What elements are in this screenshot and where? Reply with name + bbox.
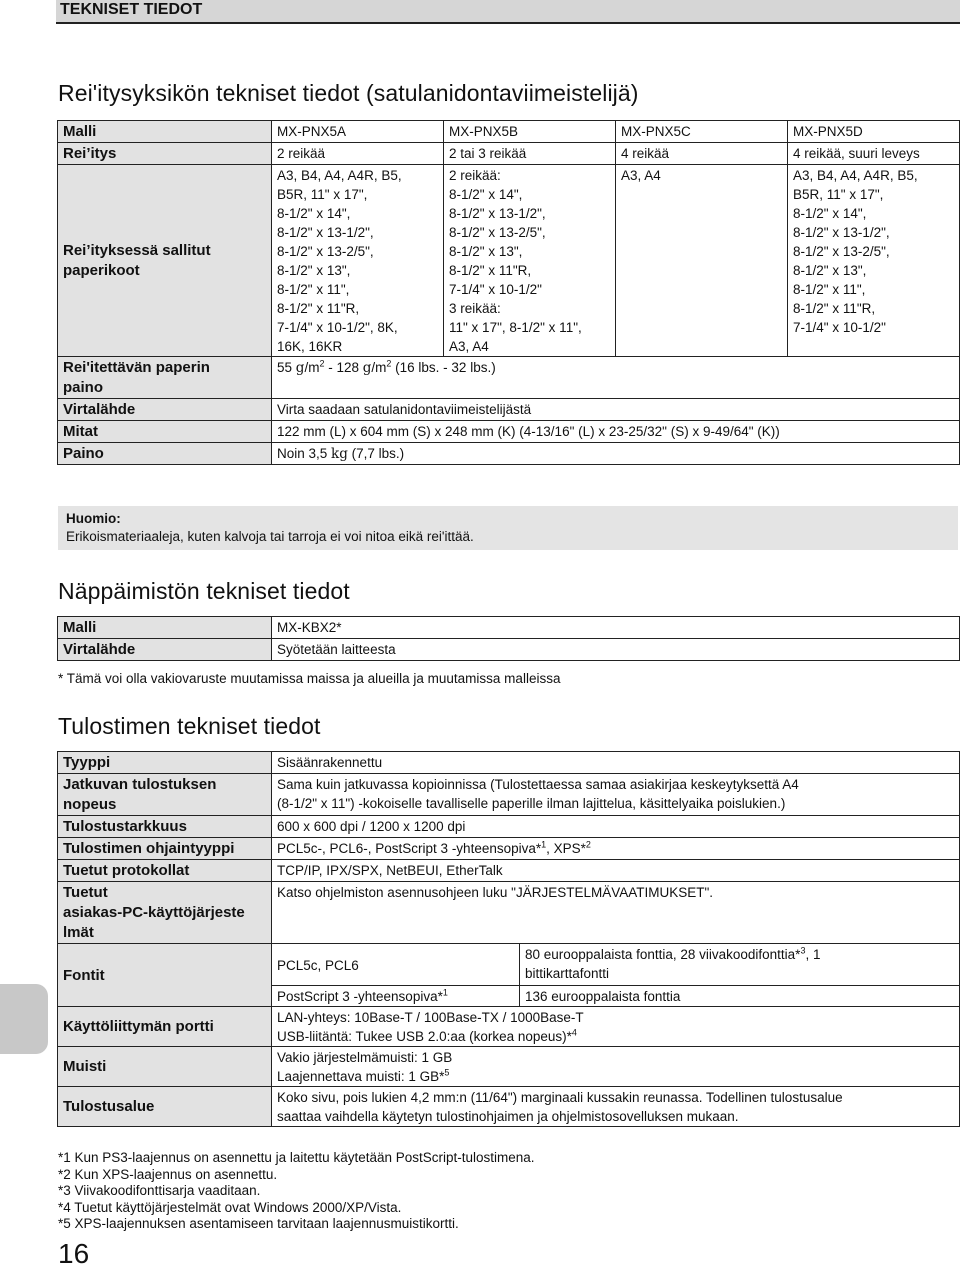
text-part: - 128 bbox=[324, 360, 363, 375]
table-row bbox=[58, 421, 960, 443]
table-row bbox=[58, 816, 960, 838]
model-cell: MX-PNX5A bbox=[272, 121, 444, 143]
punch-cell: 2 tai 3 reikää bbox=[444, 143, 616, 165]
row-label: Malli bbox=[58, 617, 272, 639]
text-part: PostScript 3 -yhteensopiva* bbox=[277, 989, 443, 1004]
table-row bbox=[58, 639, 960, 661]
row-label bbox=[58, 882, 272, 944]
font-desc-cell: 136 eurooppalaista fonttia bbox=[520, 986, 960, 1007]
mass-cell bbox=[272, 443, 960, 465]
cell-line: 2 reikää: bbox=[449, 168, 501, 183]
row-label: Malli bbox=[58, 121, 272, 143]
cell-line: 8-1/2" x 13-1/2", bbox=[449, 206, 546, 221]
label-line: Jatkuvan tulostuksen bbox=[63, 776, 217, 793]
table-row bbox=[58, 617, 960, 639]
cell-line: A3, A4 bbox=[449, 339, 489, 354]
cell-line: 8-1/2" x 13-2/5", bbox=[277, 244, 374, 259]
punch-cell: 4 reikää, suuri leveys bbox=[788, 143, 960, 165]
section-title-keyboard: Näppäimistön tekniset tiedot bbox=[58, 578, 350, 604]
table-row bbox=[58, 752, 960, 774]
footnote: *4 Tuetut käyttöjärjestelmät ovat Windows 2000/XP/Vista. bbox=[58, 1199, 402, 1215]
cell-line: 8-1/2" x 11"R, bbox=[277, 301, 360, 316]
section-title-printer: Tulostimen tekniset tiedot bbox=[58, 713, 321, 739]
table-row bbox=[58, 165, 960, 357]
value-cell bbox=[272, 1007, 960, 1047]
cell-line: B5R, 11" x 17", bbox=[793, 187, 884, 202]
value-line: bittikarttafontti bbox=[525, 966, 610, 981]
value-cell bbox=[272, 1047, 960, 1087]
text-part: , 1 bbox=[805, 947, 821, 962]
header-title: TEKNISET TIEDOT bbox=[60, 1, 203, 18]
cell-line: 8-1/2" x 11", bbox=[277, 282, 350, 297]
value-cell bbox=[272, 774, 960, 816]
section-title-punch: Rei'itysyksikön tekniset tiedot (satulanidontaviimeistelijä) bbox=[58, 80, 639, 106]
label-line: Tuetut bbox=[63, 884, 108, 901]
paper-size-cell bbox=[616, 165, 788, 357]
table-row bbox=[58, 882, 960, 944]
label-line: asiakas-PC-käyttöjärjeste bbox=[63, 904, 245, 921]
value-cell: Sisäänrakennettu bbox=[272, 752, 960, 774]
value-cell: Katso ohjelmiston asennusohjeen luku "JÄRJESTELMÄVAATIMUKSET". bbox=[272, 882, 960, 944]
superscript: 2 bbox=[319, 358, 325, 369]
cell-line: 8-1/2" x 11", bbox=[793, 282, 866, 297]
cell-line: 8-1/2" x 11"R, bbox=[793, 301, 876, 316]
row-label: Mitat bbox=[58, 421, 272, 443]
model-cell: MX-PNX5B bbox=[444, 121, 616, 143]
label-line: Rei’ityksessä sallitut bbox=[63, 242, 211, 259]
footnote: *2 Kun XPS-laajennus on asennettu. bbox=[58, 1166, 278, 1182]
cell-line: 11" x 17", 8-1/2" x 11", bbox=[449, 320, 582, 335]
cell-line: 8-1/2" x 13-2/5", bbox=[449, 225, 546, 240]
cell-line: 7-1/4" x 10-1/2", 8K, bbox=[277, 320, 398, 335]
superscript: 3 bbox=[800, 945, 806, 956]
label-line: lmät bbox=[63, 924, 94, 941]
printer-spec-table bbox=[57, 751, 960, 1127]
cell-line: B5R, 11" x 17", bbox=[277, 187, 368, 202]
cell-line: 8-1/2" x 14", bbox=[277, 206, 351, 221]
keyboard-footnote: * Tämä voi olla vakiovaruste muutamissa maissa ja alueilla ja muutamissa malleissa bbox=[58, 671, 561, 686]
cell-line: 3 reikää: bbox=[449, 301, 501, 316]
footnote: *3 Viivakoodifonttisarja vaaditaan. bbox=[58, 1183, 261, 1198]
printer-footnotes bbox=[58, 1150, 535, 1233]
value-line bbox=[525, 945, 954, 964]
cell-line: 8-1/2" x 13", bbox=[449, 244, 523, 259]
font-type-cell: PCL5c, PCL6 bbox=[272, 944, 520, 986]
table-row bbox=[58, 1007, 960, 1047]
footnote: *1 Kun PS3-laajennus on asennettu ja laitettu käytetään PostScript-tulostimena. bbox=[58, 1150, 535, 1165]
cell-line: 7-1/4" x 10-1/2" bbox=[449, 282, 542, 297]
label-line: nopeus bbox=[63, 796, 117, 813]
value-line: Sama kuin jatkuvassa kopioinnissa (Tulostettaessa samaa asiakirjaa keskeytyksettä A4 bbox=[277, 777, 799, 792]
table-row bbox=[58, 1087, 960, 1127]
table-row bbox=[58, 357, 960, 399]
cell-line: 16K, 16KR bbox=[277, 339, 343, 354]
row-label: Muisti bbox=[58, 1047, 272, 1087]
table-row bbox=[58, 944, 960, 986]
cell-line: A3, A4 bbox=[621, 168, 661, 183]
paper-size-cell bbox=[788, 165, 960, 357]
row-label: Virtalähde bbox=[58, 639, 272, 661]
power-cell: Virta saadaan satulanidontaviimeistelijästä bbox=[272, 399, 960, 421]
superscript: 1 bbox=[541, 839, 547, 850]
table-row bbox=[58, 399, 960, 421]
value-line: Vakio järjestelmämuisti: 1 GB bbox=[277, 1050, 453, 1065]
row-label: Fontit bbox=[58, 944, 272, 1007]
unit-glyph: kg bbox=[331, 446, 348, 462]
value-line bbox=[277, 1067, 954, 1086]
text-part: (16 lbs. - 32 lbs.) bbox=[391, 360, 496, 375]
text-part: 55 bbox=[277, 360, 296, 375]
text-part: /m bbox=[371, 360, 387, 375]
row-label: Paino bbox=[58, 443, 272, 465]
text-part: 80 eurooppalaista fonttia, 28 viivakoodifonttia* bbox=[525, 947, 801, 962]
cell-line: 8-1/2" x 14", bbox=[793, 206, 867, 221]
paper-size-cell bbox=[272, 165, 444, 357]
punch-unit-spec-table bbox=[57, 120, 960, 465]
note-title: Huomio: bbox=[66, 511, 121, 526]
value-cell bbox=[272, 838, 960, 860]
cell-line: 8-1/2" x 11"R, bbox=[449, 263, 532, 278]
footnote: *5 XPS-laajennuksen asentamiseen tarvitaan laajennusmuistikortti. bbox=[58, 1216, 459, 1231]
note-text: Erikoismateriaaleja, kuten kalvoja tai tarroja ei voi nitoa eikä rei'ittää. bbox=[66, 529, 474, 544]
row-label: Tulostusalue bbox=[58, 1087, 272, 1127]
font-desc-cell bbox=[520, 944, 960, 986]
value-cell: Syötetään laitteesta bbox=[272, 639, 960, 661]
cell-line: A3, B4, A4, A4R, B5, bbox=[793, 168, 918, 183]
table-row bbox=[58, 443, 960, 465]
value-cell: 600 x 600 dpi / 1200 x 1200 dpi bbox=[272, 816, 960, 838]
row-label: Rei’itys bbox=[58, 143, 272, 165]
row-label: Tyyppi bbox=[58, 752, 272, 774]
unit-glyph: g bbox=[295, 360, 305, 376]
superscript: 4 bbox=[571, 1027, 577, 1038]
text-part: USB-liitäntä: Tukee USB 2.0:aa (korkea nopeus)* bbox=[277, 1029, 572, 1044]
value-cell: TCP/IP, IPX/SPX, NetBEUI, EtherTalk bbox=[272, 860, 960, 882]
value-line: Koko sivu, pois lukien 4,2 mm:n (11/64") marginaali kussakin reunassa. Todellinen tulostusalue bbox=[277, 1090, 843, 1105]
punch-cell: 4 reikää bbox=[616, 143, 788, 165]
superscript: 2 bbox=[585, 839, 591, 850]
value-line: (8-1/2" x 11") -kokoiselle tavalliselle paperille ilman lajittelua, käsittelyaika poislukien.) bbox=[277, 796, 786, 811]
row-label bbox=[58, 165, 272, 357]
superscript: 2 bbox=[386, 358, 392, 369]
table-row bbox=[58, 1047, 960, 1087]
table-row bbox=[58, 143, 960, 165]
label-line: Rei'itettävän paperin bbox=[63, 359, 210, 376]
table-row bbox=[58, 860, 960, 882]
header-rule bbox=[56, 22, 960, 24]
punch-cell: 2 reikää bbox=[272, 143, 444, 165]
row-label bbox=[58, 774, 272, 816]
row-label: Virtalähde bbox=[58, 399, 272, 421]
side-tab-marker bbox=[0, 984, 48, 1054]
value-line: LAN-yhteys: 10Base-T / 100Base-TX / 1000Base-T bbox=[277, 1010, 584, 1025]
label-line: paino bbox=[63, 379, 103, 396]
dimensions-cell: 122 mm (L) x 604 mm (S) x 248 mm (K) (4-13/16" (L) x 23-25/32" (S) x 9-49/64" (K)) bbox=[272, 421, 960, 443]
note-box bbox=[58, 506, 958, 550]
label-line: paperikoot bbox=[63, 262, 140, 279]
page-header bbox=[56, 0, 960, 22]
paper-size-cell bbox=[444, 165, 616, 357]
cell-line: A3, B4, A4, A4R, B5, bbox=[277, 168, 402, 183]
cell-line: 8-1/2" x 13-1/2", bbox=[793, 225, 890, 240]
cell-line: 8-1/2" x 14", bbox=[449, 187, 523, 202]
superscript: 5 bbox=[444, 1067, 450, 1078]
model-cell: MX-PNX5C bbox=[616, 121, 788, 143]
text-part: PCL5c-, PCL6-, PostScript 3 -yhteensopiva* bbox=[277, 841, 542, 856]
font-type-cell bbox=[272, 986, 520, 1007]
value-cell bbox=[272, 1087, 960, 1127]
value-cell: MX-KBX2* bbox=[272, 617, 960, 639]
value-line: saattaa vaihdella käytetyn tulostinohjaimen ja ohjelmistosovelluksen mukaan. bbox=[277, 1109, 739, 1124]
paper-weight-cell bbox=[272, 357, 960, 399]
cell-line: 8-1/2" x 13", bbox=[793, 263, 867, 278]
row-label: Tulostustarkkuus bbox=[58, 816, 272, 838]
cell-line: 8-1/2" x 13", bbox=[277, 263, 351, 278]
table-row bbox=[58, 774, 960, 816]
keyboard-spec-table bbox=[57, 616, 960, 661]
row-label: Tuetut protokollat bbox=[58, 860, 272, 882]
model-cell: MX-PNX5D bbox=[788, 121, 960, 143]
header-gap bbox=[0, 0, 56, 24]
cell-line: 8-1/2" x 13-2/5", bbox=[793, 244, 890, 259]
table-row bbox=[58, 121, 960, 143]
unit-glyph: g bbox=[362, 360, 372, 376]
table-row bbox=[58, 838, 960, 860]
page-number: 16 bbox=[58, 1238, 90, 1269]
text-part: /m bbox=[304, 360, 320, 375]
text-part: (7,7 lbs.) bbox=[347, 446, 405, 461]
row-label: Tulostimen ohjaintyyppi bbox=[58, 838, 272, 860]
row-label: Käyttöliittymän portti bbox=[58, 1007, 272, 1047]
cell-line: 7-1/4" x 10-1/2" bbox=[793, 320, 886, 335]
superscript: 1 bbox=[442, 987, 448, 998]
row-label bbox=[58, 357, 272, 399]
text-part: Noin 3,5 bbox=[277, 446, 332, 461]
value-line bbox=[277, 1027, 954, 1046]
text-part: , XPS* bbox=[546, 841, 586, 856]
cell-line: 8-1/2" x 13-1/2", bbox=[277, 225, 374, 240]
text-part: Laajennettava muisti: 1 GB* bbox=[277, 1069, 445, 1084]
